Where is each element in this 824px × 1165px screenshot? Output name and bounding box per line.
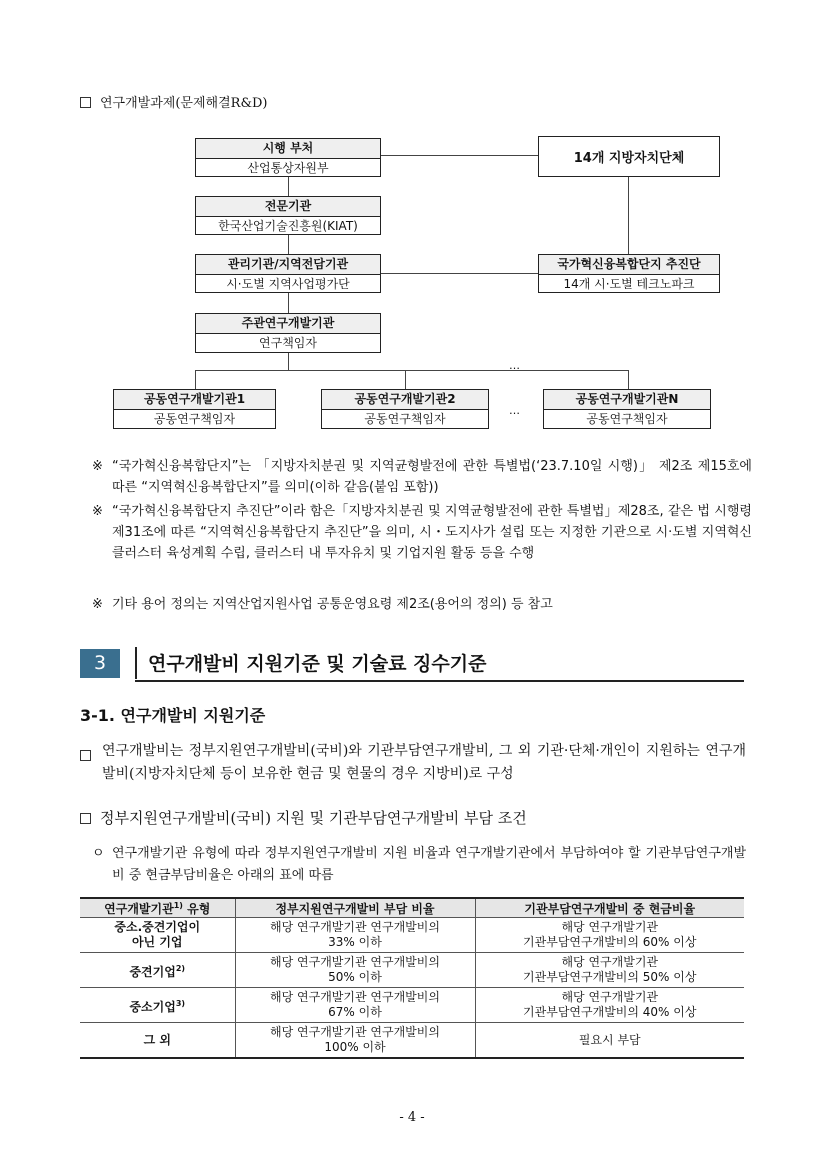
note-text: “국가혁신융복합단지”는 「지방자치분권 및 지역균형발전에 관한 특별법(‘23.7.10일 시행)」 제2조 제15호에 따른 “지역혁신융복합단지”를 의미(이하 같음(붙임 포함)) [112, 459, 752, 495]
section-underline [135, 680, 744, 682]
cell-gov: 해당 연구개발기관 연구개발비의 100% 이하 [235, 1023, 475, 1059]
cell-cash: 해당 연구개발기관 기관부담연구개발비의 50% 이상 [475, 953, 744, 988]
connector-line [381, 155, 538, 156]
cluster-name: 14개 시·도별 테크노파크 [563, 277, 695, 291]
note-2 [92, 501, 752, 564]
subsection-title: 3-1. 연구개발비 지원기준 [80, 706, 266, 725]
bullet-item [92, 843, 746, 887]
ministry-name: 산업통상자원부 [247, 161, 329, 175]
lead-title: 주관연구개발기관 [196, 314, 380, 334]
ministry-box [195, 138, 381, 177]
connector-line [381, 273, 538, 274]
joint1-title: 공동연구개발기관1 [114, 390, 275, 410]
joint-box-1 [113, 389, 276, 429]
agency-title: 전문기관 [196, 197, 380, 217]
note-mark: ※ [92, 459, 103, 474]
cell-type: 중소.중견기업이 아닌 기업 [80, 918, 235, 953]
jointN-name: 공동연구책임자 [586, 412, 668, 426]
note-mark: ※ [92, 504, 103, 519]
section-title: 연구개발비 지원기준 및 기술료 징수기준 [148, 653, 487, 675]
jointN-title: 공동연구개발기관N [544, 390, 710, 410]
page-number: - 4 - [399, 1110, 425, 1125]
header-gov-ratio: 정부지원연구개발비 부담 비율 [235, 898, 475, 918]
lead-name: 연구책임자 [259, 336, 317, 350]
connector-line [405, 370, 406, 389]
joint-box-n [543, 389, 711, 429]
lead-box [195, 313, 381, 353]
cell-cash: 필요시 부담 [475, 1023, 744, 1059]
joint-box-2 [321, 389, 489, 429]
cell-gov: 해당 연구개발기관 연구개발비의 33% 이하 [235, 918, 475, 953]
ministry-title: 시행 부처 [196, 139, 380, 159]
section-number: 3 [80, 649, 120, 678]
local-gov-box [538, 136, 720, 177]
cell-type: 그 외 [80, 1023, 235, 1059]
section-divider [135, 647, 137, 679]
paragraph-2 [80, 807, 527, 829]
cluster-box [538, 254, 720, 293]
bullet-mark: ㅇ [92, 846, 105, 861]
note-text: 기타 용어 정의는 지역산업지원사업 공통운영요령 제2조(용어의 정의) 등 참고 [112, 597, 553, 612]
agency-box [195, 196, 381, 235]
connector-line [288, 353, 289, 370]
joint2-name: 공동연구책임자 [364, 412, 446, 426]
local-gov-label: 14개 지방자치단체 [573, 151, 685, 166]
note-mark: ※ [92, 597, 103, 612]
connector-line [628, 177, 629, 254]
joint2-title: 공동연구개발기관2 [322, 390, 488, 410]
cell-cash: 해당 연구개발기관 기관부담연구개발비의 40% 이상 [475, 988, 744, 1023]
header-type: 연구개발기관$^{1)}$ 유형 [80, 898, 235, 918]
note-1 [92, 456, 752, 498]
mgmt-name: 시·도별 지역사업평가단 [226, 277, 350, 291]
note-text: “국가혁신융복합단지 추진단”이라 함은「지방자치분권 및 지역균형발전에 관한 특별법」제28조, 같은 법 시행령 제31조에 따른 “지역혁신융복합단지 추진단”을 의미, 시・도지사가 설립 또는 지정한 기관으로 시·도별 지역혁신클러스터 육성계획 수립, 클러스터 내 투자유치 및 기업지원 활동 등을 수행 [112, 504, 752, 561]
cell-cash: 해당 연구개발기관 기관부담연구개발비의 60% 이상 [475, 918, 744, 953]
connector-line [195, 370, 628, 371]
checkbox-icon [80, 813, 91, 824]
checkbox-icon [80, 750, 91, 761]
mgmt-box [195, 254, 381, 293]
checkbox-icon [80, 97, 91, 108]
cell-gov: 해당 연구개발기관 연구개발비의 67% 이하 [235, 988, 475, 1023]
connector-line [628, 370, 629, 389]
support-ratio-table [80, 897, 744, 1059]
intro-text: 연구개발과제(문제해결R&D) [100, 96, 268, 111]
table-row [80, 988, 744, 1023]
agency-name: 한국산업기술진흥원(KIAT) [218, 219, 358, 233]
cluster-title: 국가혁신융복합단지 추진단 [539, 255, 719, 275]
cell-type: 중소기업$^{3)}$ [80, 988, 235, 1023]
intro-line [80, 95, 268, 113]
paragraph-1 [80, 740, 746, 786]
paragraph-1-text: 연구개발비는 정부지원연구개발비(국비)와 기관부담연구개발비, 그 외 기관·단체·개인이 지원하는 연구개발비(지방자치단체 등이 보유한 현금 및 현물의 경우 지방비)로 구성 [102, 743, 746, 782]
bullet-text: 연구개발기관 유형에 따라 정부지원연구개발비 지원 비율과 연구개발기관에서 부담하여야 할 기관부담연구개발비 중 현금부담비율은 아래의 표에 따름 [112, 846, 746, 883]
header-cash-ratio: 기관부담연구개발비 중 현금비율 [475, 898, 744, 918]
table-header-row [80, 898, 744, 918]
cell-type: 중견기업$^{2)}$ [80, 953, 235, 988]
note-3 [92, 594, 752, 615]
ellipsis-top: … [509, 359, 520, 372]
ellipsis-mid: … [509, 404, 520, 417]
table-row [80, 1023, 744, 1059]
mgmt-title: 관리기관/지역전담기관 [196, 255, 380, 275]
table-row [80, 918, 744, 953]
table-row [80, 953, 744, 988]
joint1-name: 공동연구책임자 [153, 412, 236, 426]
cell-gov: 해당 연구개발기관 연구개발비의 50% 이하 [235, 953, 475, 988]
paragraph-2-text: 정부지원연구개발비(국비) 지원 및 기관부담연구개발비 부담 조건 [100, 809, 527, 827]
connector-line [195, 370, 196, 389]
